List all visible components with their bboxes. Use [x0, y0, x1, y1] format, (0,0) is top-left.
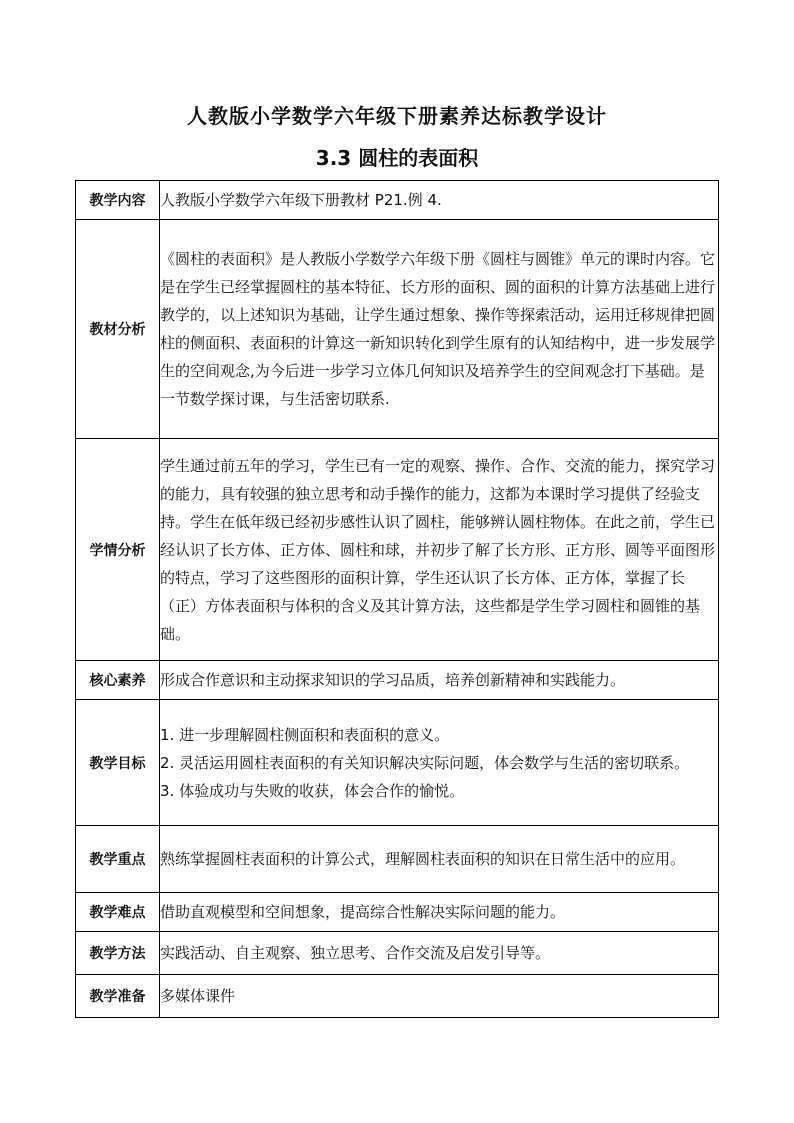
row-core-literacy: [76, 661, 719, 700]
document-subtitle: 3.3 圆柱的表面积: [315, 146, 479, 170]
value-teaching-content: 人教版小学数学六年级下册教材 P21.例 4.: [160, 181, 719, 220]
label-teaching-methods: 教学方法: [76, 932, 160, 975]
label-student-analysis: 学情分析: [76, 439, 160, 661]
row-student-analysis: [76, 439, 719, 661]
label-teaching-goals: 教学目标: [76, 700, 160, 826]
goal-item-1: 1. 进一步理解圆柱侧面积和表面积的意义。: [160, 725, 450, 744]
value-key-points: 熟练掌握圆柱表面积的计算公式，理解圆柱表面积的知识在日常生活中的应用。: [160, 826, 719, 893]
row-teaching-goals: [76, 700, 719, 826]
row-key-points: [76, 826, 719, 893]
goal-item-2: 2. 灵活运用圆柱表面积的有关知识解决实际问题，体会数学与生活的密切联系。: [160, 753, 690, 772]
value-difficulties: 借助直观模型和空间想象，提高综合性解决实际问题的能力。: [160, 893, 719, 932]
label-difficulties: 教学难点: [76, 893, 160, 932]
value-teaching-goals: [160, 700, 719, 826]
lesson-plan-table: [75, 180, 719, 1018]
value-core-literacy: 形成合作意识和主动探求知识的学习品质，培养创新精神和实践能力。: [160, 661, 719, 700]
label-material-analysis: 教材分析: [76, 220, 160, 439]
label-core-literacy: 核心素养: [76, 661, 160, 700]
label-key-points: 教学重点: [76, 826, 160, 893]
label-teaching-content: 教学内容: [76, 181, 160, 220]
label-preparation: 教学准备: [76, 975, 160, 1018]
row-preparation: [76, 975, 719, 1018]
document-title: 人教版小学数学六年级下册素养达标教学设计: [187, 104, 607, 128]
value-student-analysis: 学生通过前五年的学习，学生已有一定的观察、操作、合作、交流的能力，探究学习的能力，具有较强的独立思考和动手操作的能力，这都为本课时学习提供了经验支持。学生在低年级已经初步感性认识了圆柱，能够辨认圆柱物体。在此之前，学生已经认识了长方体、正方体、圆柱和球，并初步了解了长方形、正方形、圆等平面图形的特点，学习了这些图形的面积计算，学生还认识了长方体、正方体，掌握了长（正）方体表面积与体积的含义及其计算方法，这些都是学生学习圆柱和圆锥的基础。: [160, 439, 719, 661]
goal-item-3: 3. 体验成功与失败的收获，体会合作的愉悦。: [160, 781, 465, 800]
row-difficulties: [76, 893, 719, 932]
value-preparation: 多媒体课件: [160, 975, 719, 1018]
row-material-analysis: [76, 220, 719, 439]
value-teaching-methods: 实践活动、自主观察、独立思考、合作交流及启发引导等。: [160, 932, 719, 975]
row-teaching-content: [76, 181, 719, 220]
value-material-analysis: 《圆柱的表面积》是人教版小学数学六年级下册《圆柱与圆锥》单元的课时内容。它是在学生已经掌握圆柱的基本特征、长方形的面积、圆的面积的计算方法基础上进行教学的，以上述知识为基础，让学生通过想象、操作等探索活动，运用迁移规律把圆柱的侧面积、表面积的计算这一新知识转化到学生原有的认知结构中，进一步发展学生的空间观念,为今后进一步学习立体几何知识及培养学生的空间观念打下基础。是一节数学探讨课，与生活密切联系.: [160, 220, 719, 439]
row-teaching-methods: [76, 932, 719, 975]
